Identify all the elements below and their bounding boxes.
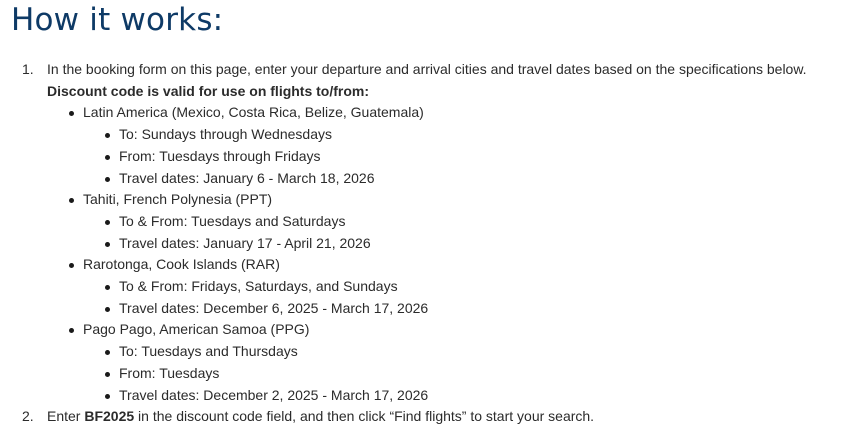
region-name: Tahiti, French Polynesia (PPT) (83, 191, 273, 208)
bullet-icon (105, 242, 110, 247)
detail-text: Travel dates: January 17 - April 21, 2026 (119, 234, 371, 251)
detail-text: To & From: Fridays, Saturdays, and Sundays (119, 278, 398, 295)
bullet-icon (69, 263, 74, 268)
detail-item (83, 168, 849, 190)
region-tahiti (47, 189, 849, 211)
region-pago-pago (47, 319, 849, 341)
detail-item (83, 298, 849, 320)
detail-list (47, 124, 849, 189)
step-text: In the booking form on this page, enter your departure and arrival cities and travel dates based on the specifications below. (47, 61, 807, 77)
valid-destinations-label: Discount code is valid for use on flights to/from: (47, 82, 370, 99)
detail-text: Travel dates: December 2, 2025 - March 17, 2026 (119, 386, 429, 403)
detail-item (83, 341, 849, 363)
region-item (47, 102, 849, 189)
step-text-before: Enter (47, 408, 85, 425)
step-number: 2. (22, 408, 34, 425)
detail-text: From: Tuesdays (119, 364, 220, 381)
bullet-icon (105, 372, 110, 377)
detail-list (47, 211, 849, 254)
bullet-icon (69, 328, 74, 333)
step-1 (0, 59, 849, 406)
region-name: Latin America (Mexico, Costa Rica, Belize, Guatemala) (83, 104, 424, 121)
detail-text: Travel dates: December 6, 2025 - March 17, 2026 (119, 299, 429, 316)
page-heading: How it works: (11, 2, 224, 38)
detail-text: From: Tuesdays through Fridays (119, 147, 321, 164)
bullet-icon (105, 133, 110, 138)
detail-item (83, 363, 849, 385)
step-number: 1. (22, 61, 34, 77)
region-item (47, 319, 849, 406)
detail-text: To & From: Tuesdays and Saturdays (119, 212, 346, 229)
region-rarotonga (47, 254, 849, 276)
bullet-icon (105, 155, 110, 160)
bullet-icon (69, 198, 74, 203)
detail-text: Travel dates: January 6 - March 18, 2026 (119, 169, 375, 186)
detail-list (47, 341, 849, 406)
bullet-icon (105, 394, 110, 399)
discount-code: BF2025 (84, 408, 135, 425)
region-name: Rarotonga, Cook Islands (RAR) (83, 256, 280, 273)
detail-item (83, 276, 849, 298)
detail-item (83, 124, 849, 146)
detail-list (47, 276, 849, 319)
detail-item (83, 233, 849, 255)
region-item (47, 254, 849, 319)
detail-text: To: Tuesdays and Thursdays (119, 343, 298, 360)
bullet-icon (105, 307, 110, 312)
region-latin-america (47, 102, 849, 124)
bullet-icon (105, 220, 110, 225)
detail-text: To: Sundays through Wednesdays (119, 126, 332, 143)
region-list (47, 102, 849, 406)
region-name: Pago Pago, American Samoa (PPG) (83, 321, 310, 338)
step-2 (0, 406, 849, 428)
detail-item (83, 211, 849, 233)
steps-list (0, 59, 849, 428)
bullet-icon (105, 350, 110, 355)
detail-item (83, 146, 849, 168)
bullet-icon (69, 111, 74, 116)
region-item (47, 189, 849, 254)
step-text-after: in the discount code field, and then click “Find flights” to start your search. (134, 408, 595, 425)
bullet-icon (105, 285, 110, 290)
bullet-icon (105, 177, 110, 182)
detail-item (83, 385, 849, 407)
